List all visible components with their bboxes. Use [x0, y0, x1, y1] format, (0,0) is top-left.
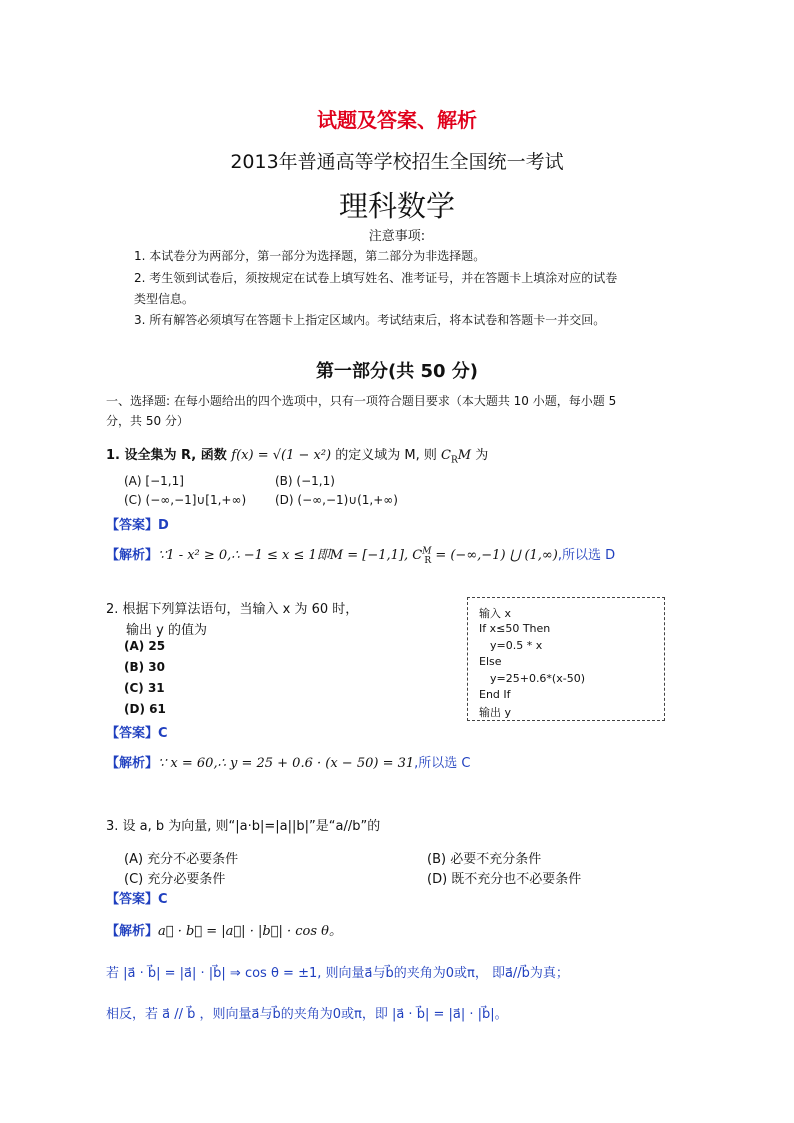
- algo-line-2: If x≤50 Then: [479, 622, 551, 635]
- notice-item-1: 1. 本试卷分为两部分，第一部分为选择题，第二部分为非选择题。: [134, 249, 486, 263]
- algo-line-5: y=25+0.6*(x-50): [490, 672, 585, 685]
- question-3-option-c: (C) 充分必要条件: [124, 872, 226, 887]
- algo-line-4: Else: [479, 655, 502, 668]
- doc-label: 试题及答案、解析: [317, 108, 477, 132]
- question-3-analysis: 【解析】a⃗ · b⃗ = |a⃗| · |b⃗| · cos θ。: [106, 924, 342, 939]
- question-1-option-c: (C) (−∞,−1]∪[1,+∞): [124, 493, 247, 507]
- algo-line-7: 输出 y: [479, 706, 512, 719]
- notice-heading: 注意事项:: [368, 229, 426, 244]
- section-instructions-line2: 分，共 50 分）: [106, 414, 189, 428]
- question-1-stem: 1. 设全集为 R, 函数 f(x) = √(1 − x²) 的定义域为 M, 则 $C_RM$ 为: [106, 448, 489, 466]
- question-2-stem-line1: 2. 根据下列算法语句，当输入 x 为 60 时，: [106, 602, 359, 617]
- section-instructions-line1: 一、选择题: 在每小题给出的四个选项中，只有一项符合题目要求（本大题共 10 小题，每小题 5: [106, 394, 617, 408]
- question-2-option-c: (C) 31: [124, 681, 165, 695]
- question-3-analysis-line3: 相反，若 a⃗ // b⃗ ，则向量a⃗与b⃗的夹角为0或π，即 |a⃗ · b⃗| = |a⃗| · |b⃗|。: [106, 1007, 508, 1022]
- part-heading: 第一部分(共 50 分): [315, 361, 479, 382]
- question-3-option-a: (A) 充分不必要条件: [124, 852, 239, 867]
- question-2-answer: 【答案】C: [106, 726, 168, 741]
- question-1-option-b: (B) (−1,1): [275, 474, 335, 488]
- subject-title: 理科数学: [338, 189, 455, 223]
- question-3-answer: 【答案】C: [106, 892, 168, 907]
- question-3-option-d: (D) 既不充分也不必要条件: [427, 872, 582, 887]
- question-1-analysis: 【解析】∵1 - x² ≥ 0,∴ −1 ≤ x ≤ 1即M = [−1,1], $C^M_R = (-\infty,-1)$ ⋃ (1,∞),所以选 D: [106, 546, 616, 566]
- question-2-option-d: (D) 61: [124, 702, 166, 716]
- notice-item-2: 2. 考生领到试卷后，须按规定在试卷上填写姓名、准考证号，并在答题卡上填涂对应的试卷: [134, 271, 618, 285]
- question-3-option-b: (B) 必要不充分条件: [427, 852, 542, 867]
- question-2-option-a: (A) 25: [124, 639, 166, 653]
- question-1-answer: 【答案】D: [106, 518, 169, 533]
- question-2-option-b: (B) 30: [124, 660, 165, 674]
- exam-title: 2013年普通高等学校招生全国统一考试: [230, 151, 564, 173]
- algorithm-box: [467, 597, 665, 721]
- question-2-stem-line2: 输出 y 的值为: [126, 623, 207, 638]
- question-2-analysis: 【解析】∵ x = 60,∴ y = 25 + 0.6 · (x − 50) = 31,所以选 C: [106, 756, 471, 771]
- question-1-option-d: (D) (−∞,−1)∪(1,+∞): [275, 493, 398, 507]
- algo-line-6: End If: [479, 688, 511, 701]
- question-3-stem: 3. 设 a, b 为向量, 则“|a·b|=|a||b|”是“a//b”的: [106, 819, 381, 834]
- question-1-option-a: (A) [−1,1]: [124, 474, 184, 488]
- notice-item-3: 3. 所有解答必须填写在答题卡上指定区域内。考试结束后，将本试卷和答题卡一并交回。: [134, 313, 606, 327]
- algo-line-3: y=0.5 * x: [490, 639, 543, 652]
- algo-line-1: 输入 x: [479, 607, 512, 620]
- notice-item-2-cont: 类型信息。: [134, 292, 195, 306]
- question-3-analysis-line2: 若 |a⃗ · b⃗| = |a⃗| · |b⃗| ⇒ cos θ = ±1, 则向量a⃗与b⃗的夹角为0或π， 即a⃗//b⃗为真；: [106, 966, 569, 981]
